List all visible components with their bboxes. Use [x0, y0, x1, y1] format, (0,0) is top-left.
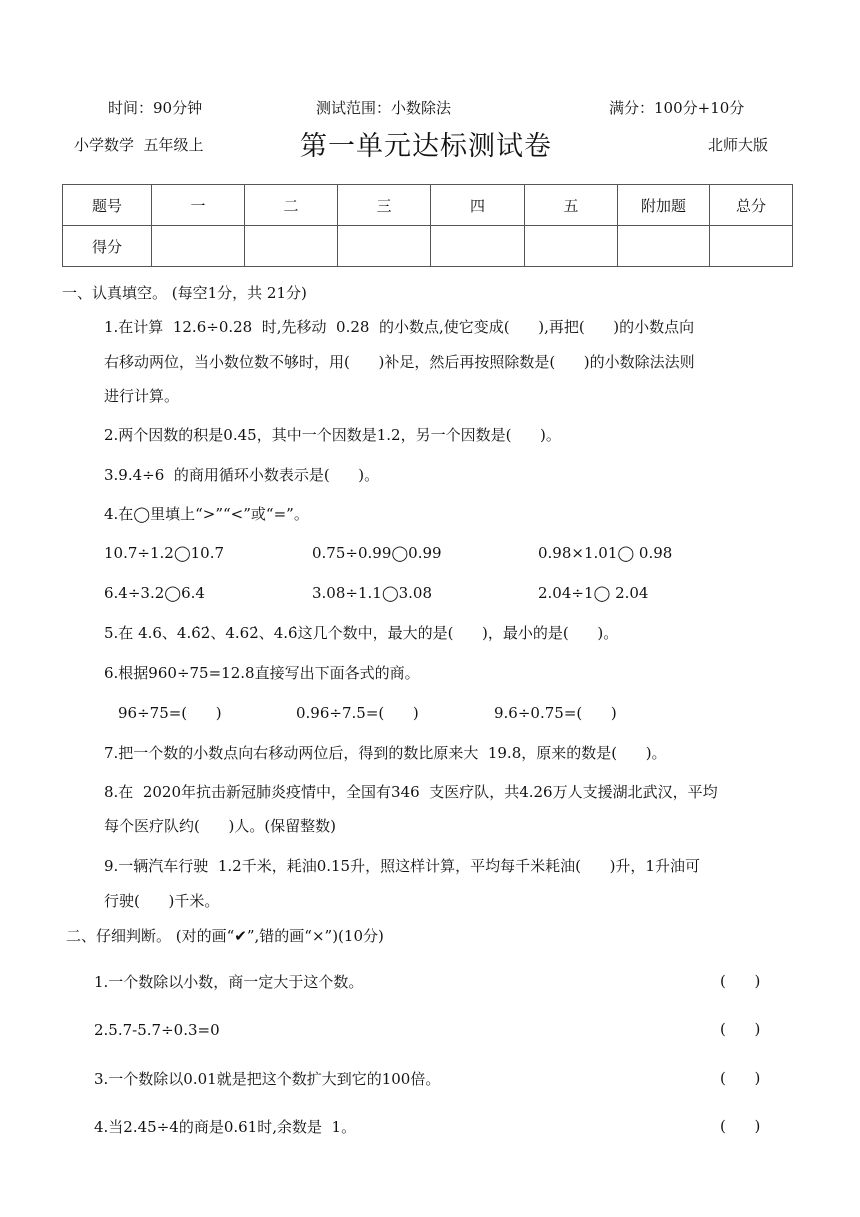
exam-subject: 小学数学 五年级上	[74, 136, 204, 154]
answer-bracket[interactable]: ( )	[720, 972, 761, 990]
section-1-title: 一、认真填空。 (每空1分，共 21分)	[62, 284, 307, 302]
question-1-line-1: 1.在计算 12.6÷0.28 时,先移动 0.28 的小数点,使它变成( ),再把( )的小数点向	[104, 318, 695, 336]
question-9-line-1: 9.一辆汽车行驶 1.2千米，耗油0.15升，照这样计算，平均每千米耗油( )升，1升油可	[104, 857, 700, 875]
question-5: 5.在 4.6、4.6̇2̇、4.62̇、4.6̇这几个数中，最大的是( )，最小的是( )。	[104, 624, 619, 642]
question-4: 4.在◯里填上“>”“<”或“=”。	[104, 505, 309, 523]
question-9-line-2: 行驶( )千米。	[104, 892, 220, 910]
compare-item: 6.4÷3.2◯6.4	[104, 584, 205, 602]
score-cell[interactable]	[152, 226, 245, 267]
compare-item: 0.98×1.01◯ 0.98	[538, 544, 673, 562]
score-header-cell: 附加题	[618, 185, 710, 226]
score-header-cell: 二	[245, 185, 338, 226]
score-header-cell: 五	[525, 185, 618, 226]
score-table-header-row	[63, 185, 793, 226]
score-cell[interactable]	[338, 226, 431, 267]
question-7: 7.把一个数的小数点向右移动两位后，得到的数比原来大 19.8，原来的数是( )。	[104, 744, 667, 762]
question-1-line-2: 右移动两位，当小数位数不够时，用( )补足，然后再按照除数是( )的小数除法法则	[104, 353, 695, 371]
judge-item: 3.一个数除以0.01就是把这个数扩大到它的100倍。	[94, 1070, 441, 1088]
quotient-item: 9.6÷0.75=( )	[494, 704, 617, 722]
score-header-cell: 四	[431, 185, 525, 226]
judge-item: 2.5.7-5.7÷0.3=0	[94, 1021, 220, 1039]
score-header-cell: 总分	[710, 185, 793, 226]
compare-item: 10.7÷1.2◯10.7	[104, 544, 225, 562]
section-2-title: 二、仔细判断。 (对的画“✔”,错的画“×”)(10分)	[66, 927, 384, 945]
score-cell[interactable]	[525, 226, 618, 267]
score-table-score-row	[63, 226, 793, 267]
exam-full-score: 满分：100分+10分	[609, 99, 745, 117]
quotient-item: 96÷75=( )	[118, 704, 222, 722]
question-8-line-2: 每个医疗队约( )人。(保留整数)	[104, 817, 337, 835]
question-2: 2.两个因数的积是0.45，其中一个因数是1.2，另一个因数是( )。	[104, 426, 561, 444]
exam-scope: 测试范围：小数除法	[316, 99, 452, 117]
score-cell[interactable]	[245, 226, 338, 267]
score-cell[interactable]	[710, 226, 793, 267]
answer-bracket[interactable]: ( )	[720, 1020, 761, 1038]
quotient-item: 0.96÷7.5=( )	[296, 704, 419, 722]
compare-item: 2.04÷1◯ 2.04	[538, 584, 649, 602]
compare-item: 0.75÷0.99◯0.99	[312, 544, 442, 562]
score-table	[62, 184, 793, 267]
score-cell[interactable]	[618, 226, 710, 267]
answer-bracket[interactable]: ( )	[720, 1117, 761, 1135]
score-header-cell: 三	[338, 185, 431, 226]
exam-edition: 北师大版	[708, 136, 769, 154]
question-6: 6.根据960÷75=12.8直接写出下面各式的商。	[104, 664, 420, 682]
compare-item: 3.08÷1.1◯3.08	[312, 584, 433, 602]
exam-time: 时间：90分钟	[108, 99, 203, 117]
score-cell[interactable]	[431, 226, 525, 267]
question-1-line-3: 进行计算。	[104, 387, 180, 405]
score-header-cell: 题号	[63, 185, 152, 226]
score-row-label: 得分	[63, 226, 152, 267]
page-title: 第一单元达标测试卷	[300, 131, 552, 162]
judge-item: 1.一个数除以小数，商一定大于这个数。	[94, 973, 364, 991]
question-3: 3.9.4÷6 的商用循环小数表示是( )。	[104, 466, 380, 484]
score-header-cell: 一	[152, 185, 245, 226]
answer-bracket[interactable]: ( )	[720, 1069, 761, 1087]
judge-item: 4.当2.45÷4的商是0.61时,余数是 1。	[94, 1118, 357, 1136]
question-8-line-1: 8.在 2020年抗击新冠肺炎疫情中，全国有346 支医疗队，共4.26万人支援湖北武汉，平均	[104, 783, 718, 801]
